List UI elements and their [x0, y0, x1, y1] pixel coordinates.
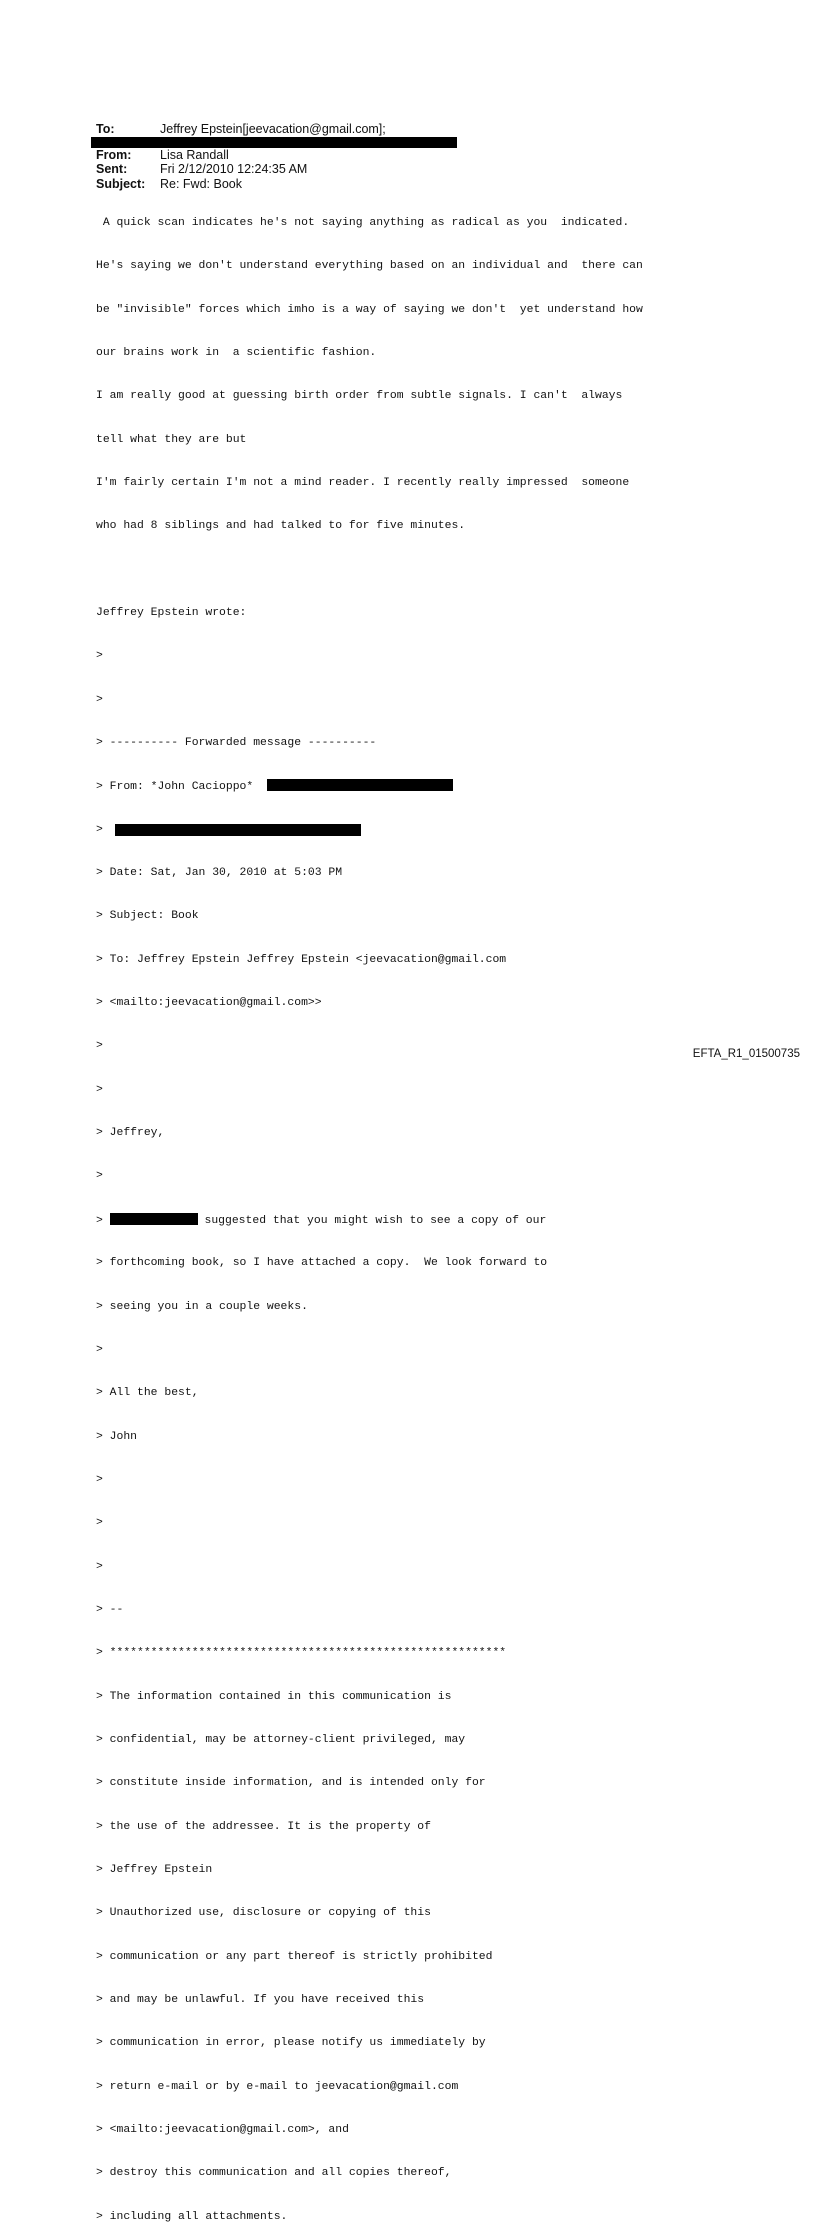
body-line: > Jeffrey,	[96, 1127, 165, 1140]
body-line: > --	[96, 1603, 124, 1616]
redaction-bar	[91, 137, 457, 148]
body-line: > and may be unlawful. If you have received this	[96, 1994, 425, 2006]
body-line: our brains work in a scientific fashion.	[96, 346, 377, 359]
body-line: be "invisible" forces which imho is a way of saying we don't yet understand how	[96, 303, 643, 316]
body-line: >	[96, 1343, 103, 1356]
body-line: > The information contained in this communication is	[96, 1690, 452, 1703]
body-line-suggested	[96, 1213, 643, 1227]
body-line: > communication or any part thereof is strictly prohibited	[96, 1950, 493, 1963]
subject-label: Subject:	[96, 176, 146, 191]
body-line: > communication in error, please notify us immediately by	[96, 2037, 486, 2050]
email-body	[96, 187, 643, 2239]
body-line: > John	[96, 1430, 138, 1443]
redaction-bar	[115, 824, 361, 836]
from-label: From:	[96, 147, 132, 162]
sent-value: Fri 2/12/2010 12:24:35 AM	[160, 162, 308, 176]
sent-label: Sent:	[96, 162, 128, 176]
body-line: >	[96, 1170, 103, 1183]
body-line: >	[96, 1517, 103, 1530]
body-line: > <mailto:jeevacation@gmail.com>, and	[96, 2124, 349, 2137]
body-line: > To: Jeffrey Epstein Jeffrey Epstein <jeevacation@gmail.com	[96, 953, 507, 966]
to-label: To:	[96, 122, 115, 136]
document-id: EFTA_R1_01500735	[692, 1048, 800, 1060]
body-line: > including all attachments.	[96, 2210, 288, 2223]
sent-row	[96, 162, 457, 177]
body-line: A quick scan indicates he's not saying anything as radical as you indicated.	[96, 216, 630, 229]
body-line: tell what they are but	[96, 433, 247, 446]
body-line: > All the best,	[96, 1387, 199, 1400]
body-line: Jeffrey Epstein wrote:	[96, 607, 247, 619]
to-value: Jeffrey Epstein[jeevacation@gmail.com];	[160, 122, 386, 136]
redacted-line-prefix: >	[96, 823, 110, 836]
from-value: Lisa Randall	[160, 147, 229, 162]
body-line: >	[96, 1560, 103, 1573]
body-line: > constitute inside information, and is intended only for	[96, 1777, 486, 1790]
body-line: who had 8 siblings and had talked to for five minutes.	[96, 520, 466, 533]
body-line	[96, 563, 643, 577]
body-line: >	[96, 693, 103, 706]
body-line: >	[96, 1473, 103, 1486]
body-line: > confidential, may be attorney-client privileged, may	[96, 1733, 466, 1746]
body-line: > **********************************************************	[96, 1647, 507, 1660]
redaction-bar	[110, 1213, 198, 1225]
body-line-from	[96, 779, 643, 793]
body-line: >	[96, 1083, 103, 1096]
body-line: > Jeffrey Epstein	[96, 1863, 213, 1876]
body-line: >	[96, 650, 103, 663]
from-row	[96, 148, 457, 163]
body-line: > ---------- Forwarded message ----------	[96, 737, 377, 750]
to-redacted-row	[96, 137, 457, 148]
body-line: > destroy this communication and all copies thereof,	[96, 2167, 452, 2180]
body-line: > <mailto:jeevacation@gmail.com>>	[96, 997, 322, 1010]
body-line: > Subject: Book	[96, 910, 199, 923]
redaction-bar	[267, 779, 453, 791]
body-line-redacted	[96, 823, 643, 837]
body-line: > seeing you in a couple weeks.	[96, 1300, 308, 1313]
body-line: I am really good at guessing birth order from subtle signals. I can't always	[96, 390, 623, 403]
email-header	[96, 122, 457, 191]
suggested-line-prefix: >	[96, 1214, 110, 1227]
body-line: > return e-mail or by e-mail to jeevacation@gmail.com	[96, 2080, 459, 2093]
body-line: I'm fairly certain I'm not a mind reader. I recently really impressed someone	[96, 476, 630, 489]
body-line: > the use of the addressee. It is the property of	[96, 1820, 431, 1833]
body-line: >	[96, 1040, 103, 1053]
body-line: He's saying we don't understand everything based on an individual and there can	[96, 260, 643, 273]
body-line: > forthcoming book, so I have attached a copy. We look forward to	[96, 1257, 548, 1270]
from-line-text: > From: *John Cacioppo*	[96, 781, 261, 794]
suggested-line-text: suggested that you might wish to see a copy of our	[197, 1214, 547, 1227]
to-row	[96, 122, 457, 137]
body-line: > Unauthorized use, disclosure or copying of this	[96, 1907, 431, 1920]
body-line: > Date: Sat, Jan 30, 2010 at 5:03 PM	[96, 867, 343, 880]
subject-value: Re: Fwd: Book	[160, 176, 242, 191]
